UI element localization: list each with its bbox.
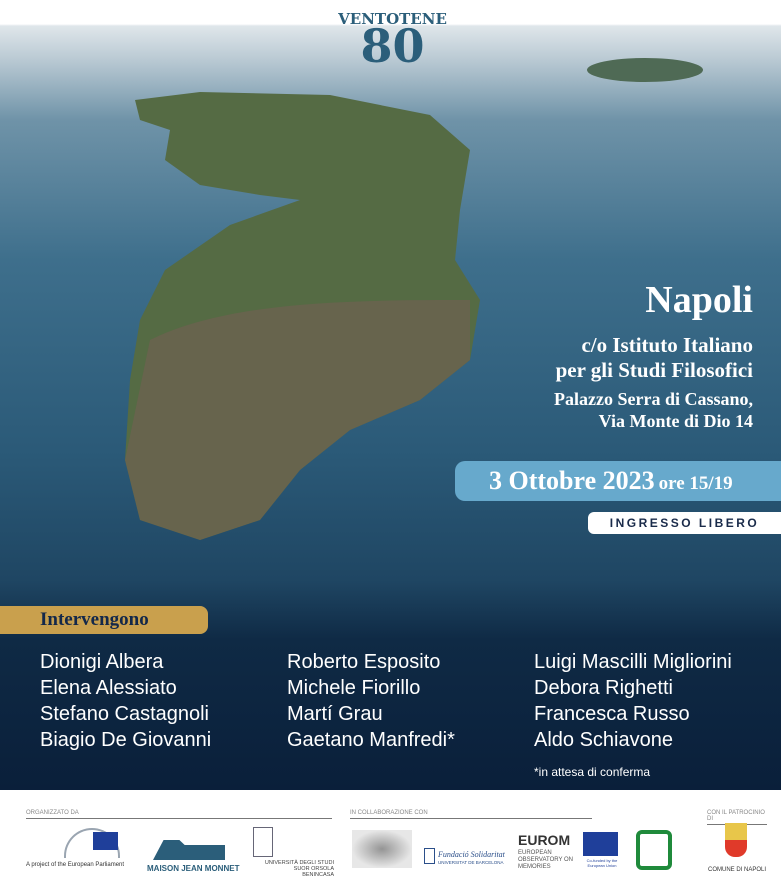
venue-institute: c/o Istituto Italiano <box>581 333 753 357</box>
speaker: Roberto Esposito <box>287 651 441 673</box>
speaker: Debora Righetti <box>534 677 673 699</box>
speaker: Elena Alessiato <box>40 677 177 699</box>
collab-engraving <box>352 830 412 868</box>
eu-cofunded: Co-funded by the European Union <box>586 858 618 868</box>
eu-flag-icon <box>583 832 618 856</box>
speaker: Gaetano Manfredi* <box>287 729 455 751</box>
speakers-heading: Intervengono <box>0 606 208 634</box>
entry-badge: INGRESSO LIBERO <box>588 512 781 534</box>
unisob-emblem <box>253 827 273 857</box>
eurom-logo: EUROM <box>518 832 571 848</box>
comune-text: COMUNE DI NAPOLI <box>708 867 767 873</box>
speaker: Stefano Castagnoli <box>40 703 210 725</box>
venue-address: Palazzo Serra di Cassano, <box>554 389 753 409</box>
speaker: Luigi Mascilli Migliorini <box>534 651 732 673</box>
speaker: Francesca Russo <box>534 703 690 725</box>
speaker: Michele Fiorillo <box>287 677 421 699</box>
event-hours: ore 15/19 <box>658 473 733 494</box>
venue-address-2: Via Monte di Dio 14 <box>598 411 753 431</box>
speaker: Aldo Schiavone <box>534 729 673 751</box>
maison-house-icon <box>153 830 225 860</box>
speakers-column-2 <box>287 649 455 753</box>
event-date: 3 Ottobre 2023 <box>489 466 655 495</box>
venue-institute-2: per gli Studi Filosofici <box>555 358 753 382</box>
sponsor-footer <box>0 790 781 885</box>
patron-label: CON IL PATROCINIO DI <box>707 810 767 825</box>
event-date-banner <box>455 461 781 501</box>
venue-city: Napoli <box>645 279 753 321</box>
logo-word: VENTOTENE <box>338 10 447 28</box>
speaker: Biagio De Giovanni <box>40 729 212 751</box>
speakers-column-1 <box>40 649 211 753</box>
organized-label: ORGANIZZATO DA <box>26 810 332 819</box>
speakers-column-3 <box>534 649 732 753</box>
collab-label: IN COLLABORAZIONE CON <box>350 810 592 819</box>
napoli-coat-of-arms <box>725 823 747 857</box>
ventotene-80-logo <box>330 10 455 73</box>
fundacio-sub: UNIVERSITAT DE BARCELONA <box>438 860 504 865</box>
logo-number: 80 <box>360 19 425 73</box>
speaker: Martí Grau <box>287 703 383 725</box>
unisob-text: UNIVERSITÀ DEGLI STUDI SUOR ORSOLA BENINCASA <box>264 860 334 878</box>
eu-flag-icon <box>93 832 118 850</box>
confirmation-note: *in attesa di conferma <box>534 765 651 779</box>
island-cliffs <box>125 300 470 540</box>
speaker: Dionigi Albera <box>40 651 164 673</box>
fundacio-emblem <box>424 848 435 864</box>
maison-text: MAISON JEAN MONNET <box>147 864 240 873</box>
small-island <box>587 58 703 82</box>
eurom-sub: EUROPEAN OBSERVATORY ON MEMORIES <box>518 850 574 870</box>
mfe-80-logo <box>636 830 672 870</box>
eu-parliament-text: A project of the European Parliament <box>26 862 125 868</box>
fundacio-text: Fundació Solidaritat <box>438 850 505 859</box>
